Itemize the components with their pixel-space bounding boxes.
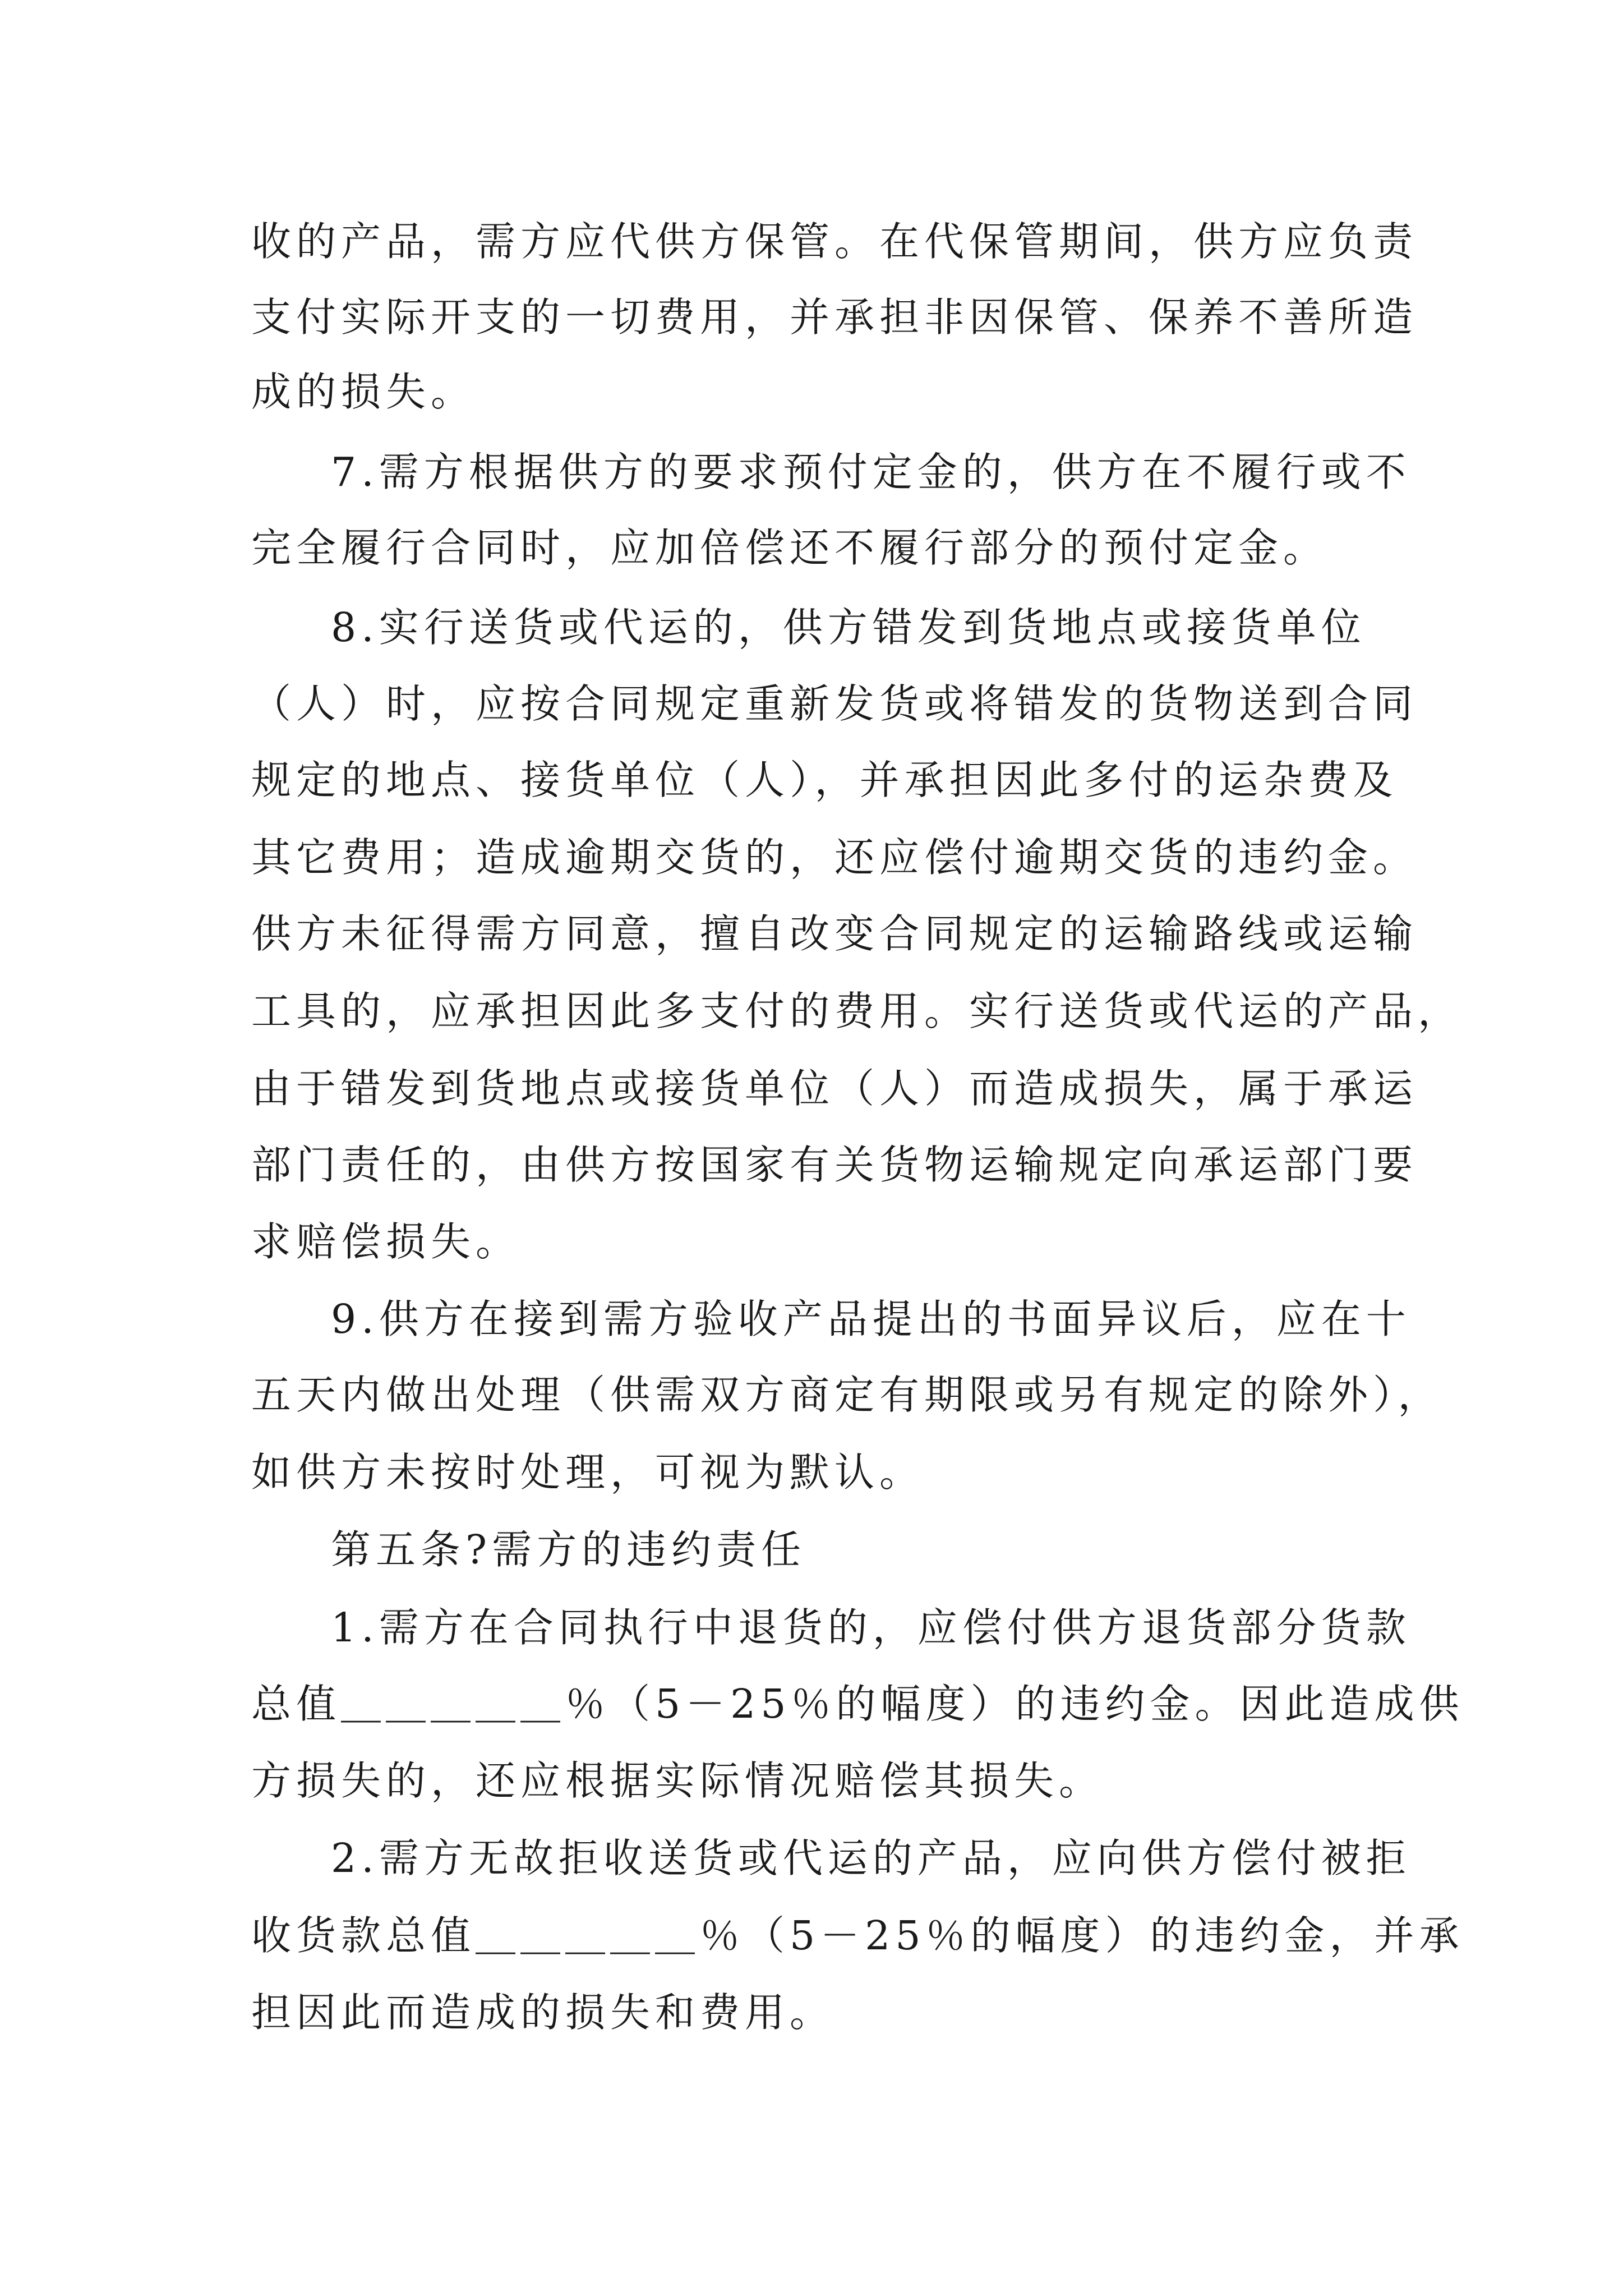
text-line: 如供方未按时处理，可视为默认。 bbox=[251, 1449, 925, 1496]
text-line: 2.需方无故拒收送货或代运的产品，应向供方偿付被拒 bbox=[331, 1835, 1411, 1881]
text-line: 总值＿＿＿＿＿％（5－25％的幅度）的违约金。因此造成供 bbox=[251, 1681, 1464, 1727]
text-line: 收货款总值＿＿＿＿＿％（5－25％的幅度）的违约金，并承 bbox=[251, 1912, 1464, 1959]
text-line: 工具的，应承担因此多支付的费用。实行送货或代运的产品， bbox=[251, 988, 1463, 1034]
text-line: 其它费用；造成逾期交货的，还应偿付逾期交货的违约金。 bbox=[251, 834, 1418, 881]
text-line: 求赔偿损失。 bbox=[251, 1218, 521, 1265]
text-line: 支付实际开支的一切费用，并承担非因保管、保养不善所造 bbox=[251, 294, 1418, 341]
text-line: 完全履行合同时，应加倍偿还不履行部分的预付定金。 bbox=[251, 524, 1329, 571]
text-line: 部门责任的，由供方按国家有关货物运输规定向承运部门要 bbox=[251, 1142, 1418, 1188]
text-line: 五天内做出处理（供需双方商定有期限或另有规定的除外）， bbox=[251, 1372, 1443, 1418]
text-line: 成的损失。 bbox=[251, 369, 476, 415]
text-line: 由于错发到货地点或接货单位（人）而造成损失，属于承运 bbox=[251, 1065, 1418, 1112]
text-line: 收的产品，需方应代供方保管。在代保管期间，供方应负责 bbox=[251, 218, 1418, 265]
text-line: 方损失的，还应根据实际情况赔偿其损失。 bbox=[251, 1757, 1104, 1804]
section-heading: 第五条?需方的违约责任 bbox=[331, 1526, 806, 1573]
text-line: 1.需方在合同执行中退货的，应偿付供方退货部分货款 bbox=[331, 1604, 1411, 1651]
text-line: 9.供方在接到需方验收产品提出的书面异议后，应在十 bbox=[331, 1296, 1411, 1342]
text-line: 供方未征得需方同意，擅自改变合同规定的运输路线或运输 bbox=[251, 910, 1418, 957]
text-line: 规定的地点、接货单位（人），并承担因此多付的运杂费及 bbox=[251, 757, 1398, 803]
text-line: 担因此而造成的损失和费用。 bbox=[251, 1989, 835, 2036]
text-line: （人）时，应按合同规定重新发货或将错发的货物送到合同 bbox=[251, 680, 1418, 727]
text-line: 7.需方根据供方的要求预付定金的，供方在不履行或不 bbox=[331, 449, 1411, 495]
text-line: 8.实行送货或代运的，供方错发到货地点或接货单位 bbox=[331, 604, 1366, 651]
